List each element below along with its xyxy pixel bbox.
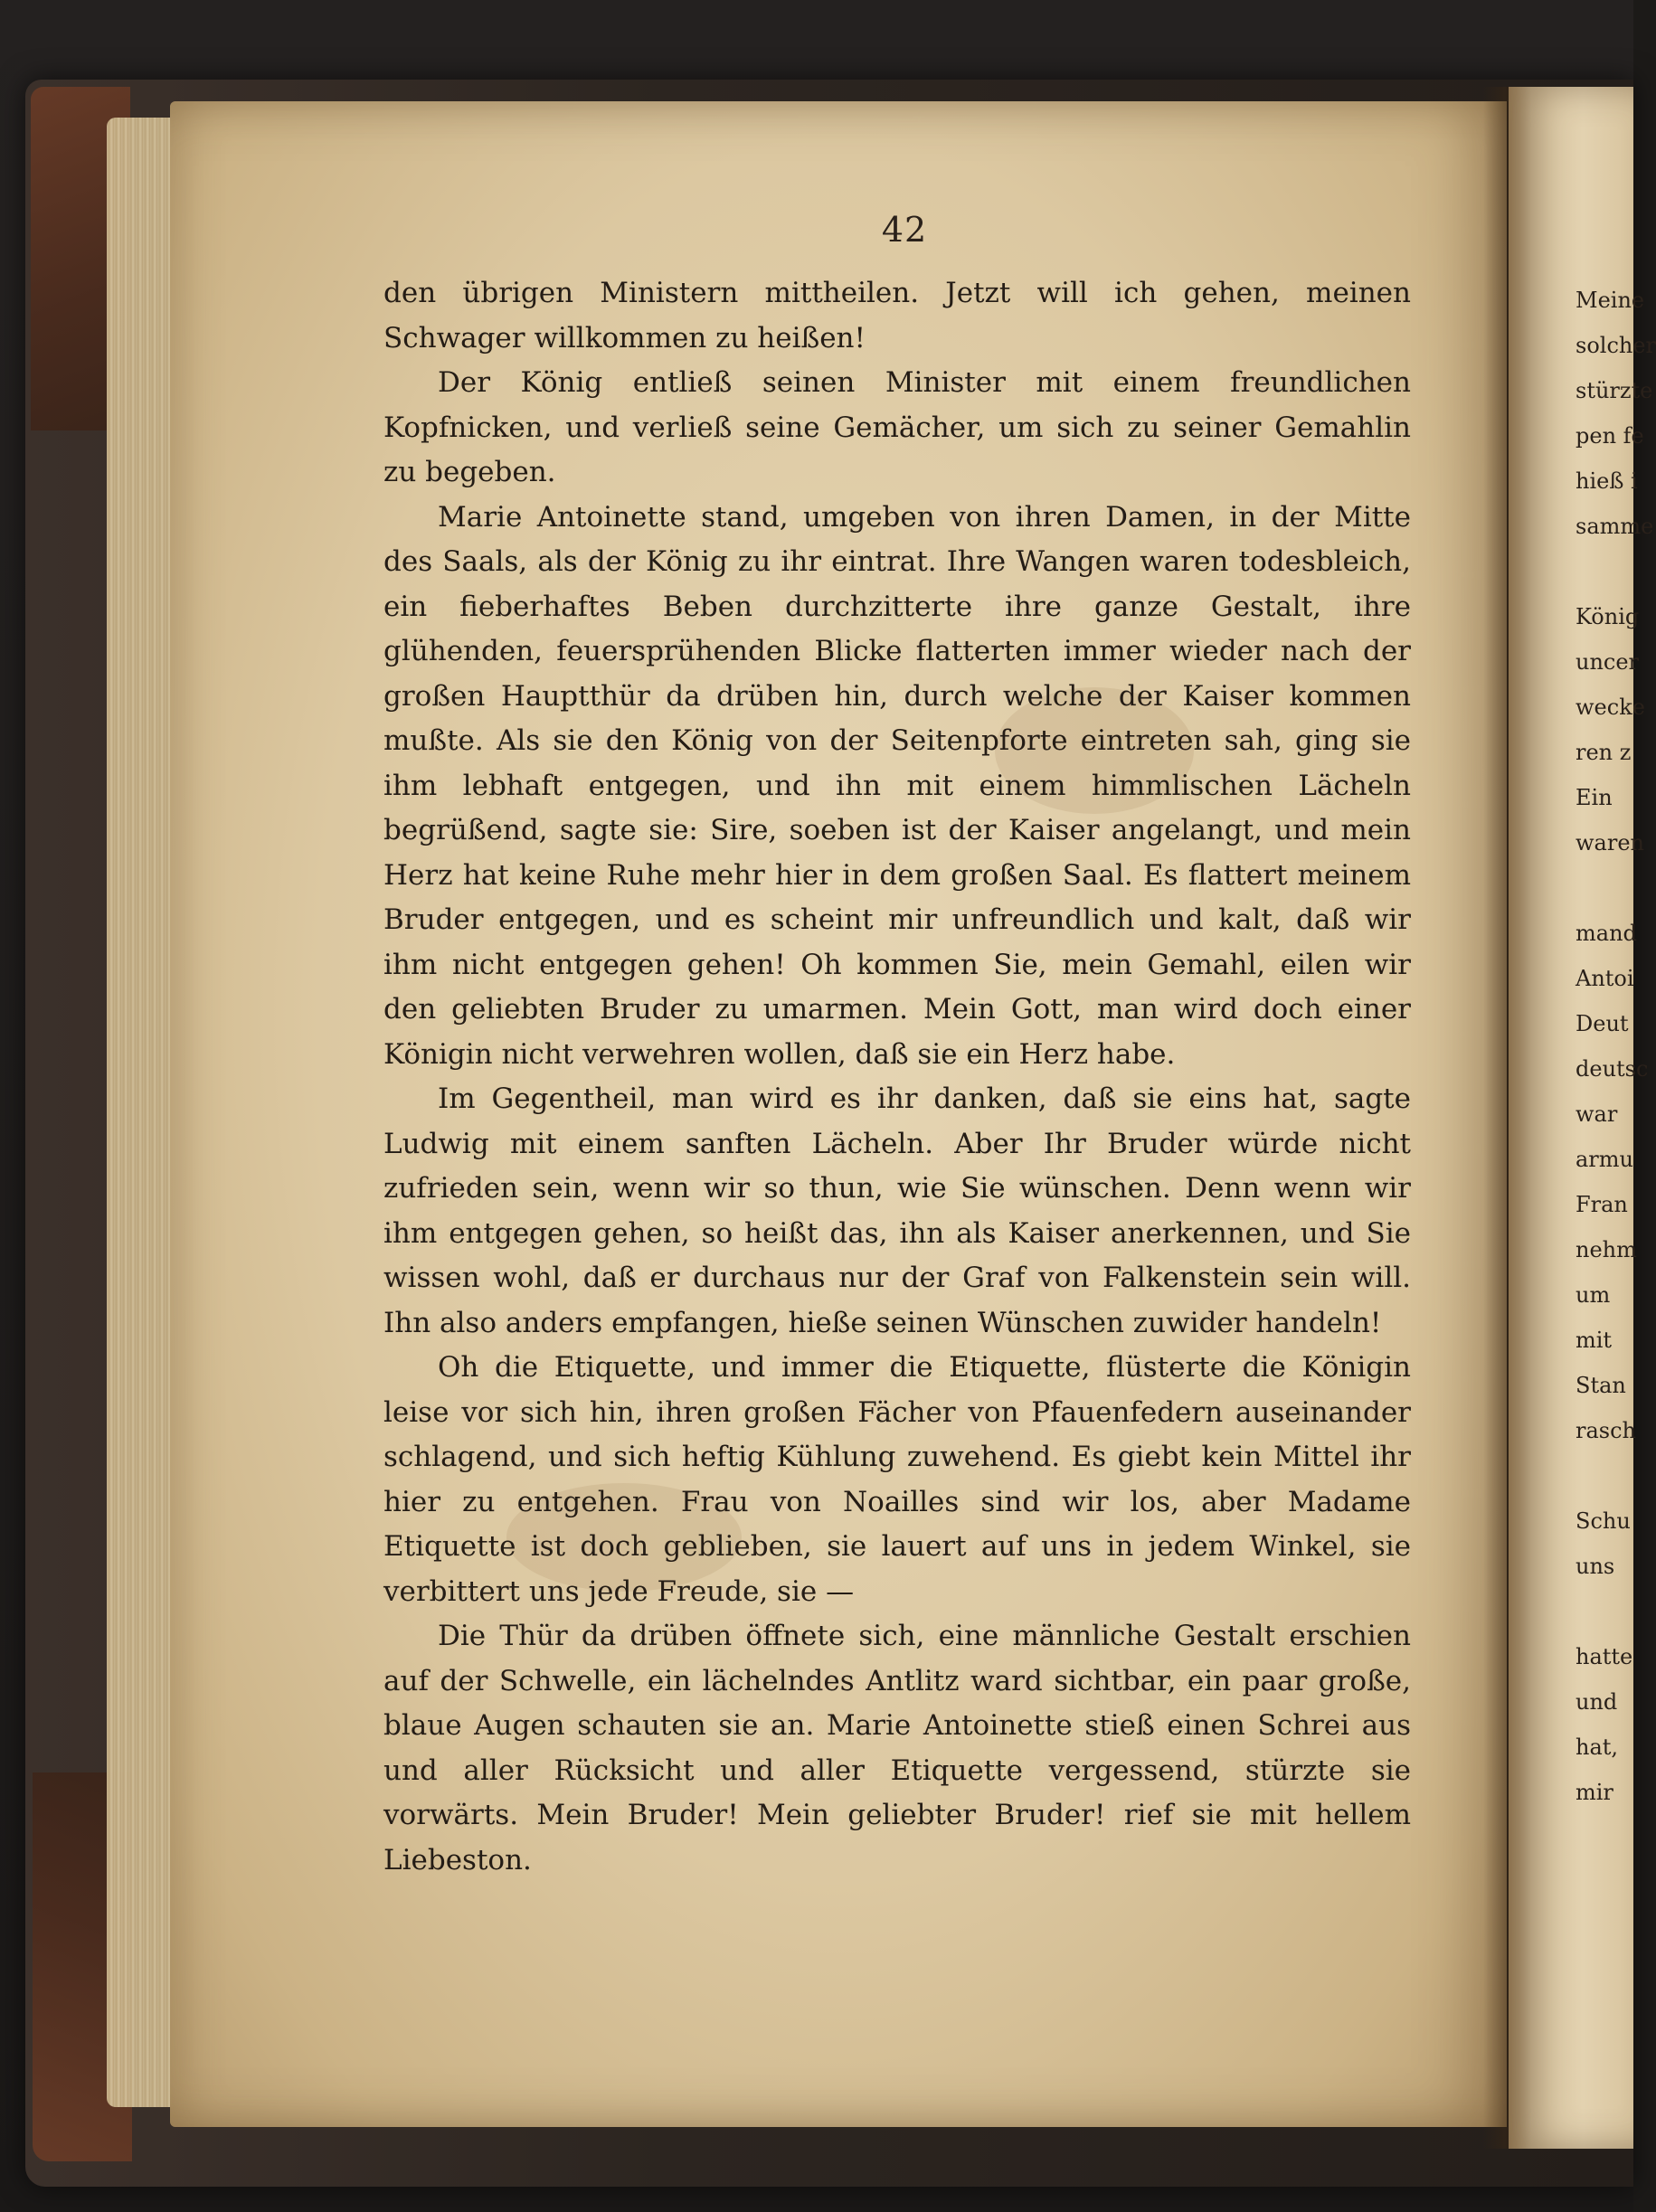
fragment-line: hieß i	[1576, 468, 1638, 494]
fragment-line: Fran	[1576, 1192, 1628, 1217]
fragment-line: deutsc	[1576, 1056, 1649, 1082]
fragment-line: armu	[1576, 1147, 1633, 1172]
fragment-line: König	[1576, 604, 1640, 629]
fragment-line: um	[1576, 1282, 1611, 1308]
fragment-line: Deut	[1576, 1011, 1629, 1036]
paragraph: Marie Antoinette stand, umgeben von ihren Damen, in der Mitte des Saals, als der König zu ihr eintrat. Ihre Wangen waren todesbleich, ein fieberhaftes Beben durchzitterte ihre ganze Gestalt, ihre glühenden, feuersprühenden Blicke flatterten immer wieder nach der großen Hauptthür da drüben hin, durch welche der Kaiser kommen mußte. Als sie den König von der Seitenpforte eintreten sah, ging sie ihm lebhaft entgegen, und ihn mit einem himmlischen Lächeln begrüßend, sagte sie: Sire, soeben ist der Kaiser angelangt, und mein Herz hat keine Ruhe mehr hier in dem großen Saal. Es flattert meinem Bruder entgegen, und es scheint mir unfreundlich und kalt, daß wir ihm nicht entgegen gehen! Oh kommen Sie, mein Gemahl, eilen wir den geliebten Bruder zu umarmen. Mein Gott, man wird doch einer Königin nicht verwehren wollen, daß sie ein Herz habe.	[383, 500, 1411, 1071]
fragment-line	[1576, 1599, 1633, 1644]
fragment-line: und	[1576, 1689, 1618, 1715]
paragraph: Im Gegentheil, man wird es ihr danken, daß sie eins hat, sagte Ludwig mit einem sanften Lächeln. Aber Ihr Bruder würde nicht zufrieden sein, wenn wir so thun, wie Sie wünschen. Denn wenn wir ihm entgegen gehen, so heißt das, ihn als Kaiser anerkennen, und Sie wissen wohl, daß er durchaus nur der Graf von Falkenstein sein will. Ihn also anders empfangen, hieße seinen Wünschen zuwider handeln!	[383, 1082, 1411, 1339]
fragment-line	[1576, 559, 1633, 604]
fragment-line: uns	[1576, 1554, 1615, 1579]
right-page-text-fragments	[1576, 288, 1656, 1825]
fragment-line: Meine	[1576, 288, 1645, 313]
fragment-line: war	[1576, 1101, 1618, 1127]
fragment-line	[1576, 1463, 1633, 1508]
fragment-line: hat,	[1576, 1735, 1619, 1760]
fragment-line: mit	[1576, 1328, 1613, 1353]
fragment-line: Antoi	[1576, 966, 1634, 991]
fragment-line: mand	[1576, 921, 1637, 946]
fragment-line: solcher	[1576, 333, 1656, 358]
fragment-line: Schu	[1576, 1508, 1631, 1534]
paragraph: Der König entließ seinen Minister mit einem freundlichen Kopfnicken, und verließ seine Gemächer, um sich zu seiner Gemahlin zu begeben.	[383, 366, 1411, 488]
fragment-line: Ein	[1576, 785, 1613, 810]
fragment-line: uncer	[1576, 649, 1640, 675]
fragment-line: pen fe	[1576, 423, 1644, 449]
fragment-line: hatte	[1576, 1644, 1633, 1669]
paragraph: Oh die Etiquette, und immer die Etiquette, flüsterte die Königin leise vor sich hin, ihren großen Fächer von Pfauenfedern auseinander schlagend, und sich heftig Kühlung zuwehend. Es giebt kein Mittel ihr hier zu entgehen. Frau von Noailles sind wir los, aber Madame Etiquette ist doch geblieben, sie lauert auf uns in jedem Winkel, sie verbittert uns jede Freude, sie —	[383, 1351, 1411, 1608]
paragraph: den übrigen Ministern mittheilen. Jetzt will ich gehen, meinen Schwager willkommen zu heißen!	[383, 277, 1411, 354]
fragment-line: waren	[1576, 830, 1644, 855]
fragment-line: nehm	[1576, 1237, 1637, 1262]
fragment-line: samme	[1576, 514, 1654, 539]
paragraph: Die Thür da drüben öffnete sich, eine männliche Gestalt erschien auf der Schwelle, ein lächelndes Antlitz ward sichtbar, ein paar große, blaue Augen schauten sie an. Marie Antoinette stieß einen Schrei aus und aller Rücksicht und aller Etiquette vergessend, stürzte sie vorwärts. Mein Bruder! Mein geliebter Bruder! rief sie mit hellem Liebeston.	[383, 1620, 1411, 1876]
fragment-line: rasch	[1576, 1418, 1636, 1443]
body-text	[383, 271, 1411, 1883]
fragment-line: mir	[1576, 1780, 1613, 1805]
fragment-line: Stan	[1576, 1373, 1626, 1398]
page-number: 42	[881, 210, 928, 250]
fragment-line: ren z	[1576, 740, 1632, 765]
fragment-line: stürzte	[1576, 378, 1653, 403]
fragment-line: wecke	[1576, 695, 1645, 720]
fragment-line	[1576, 875, 1633, 921]
